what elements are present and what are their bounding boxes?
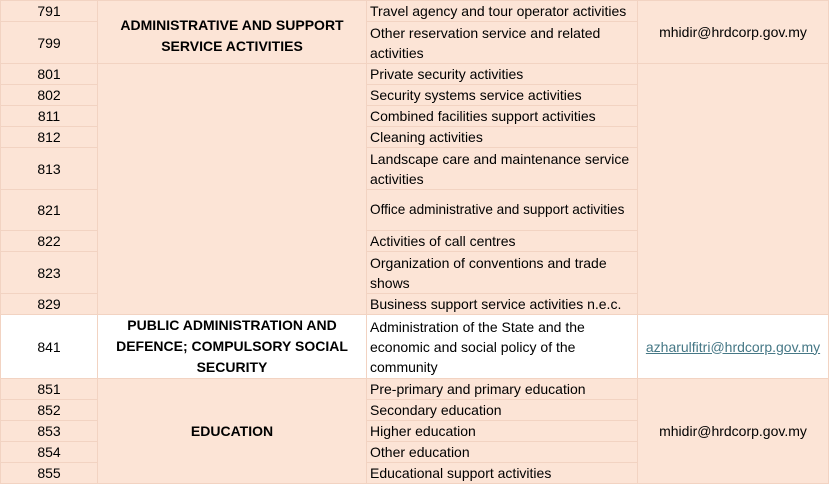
msic-code: 829 xyxy=(1,294,98,315)
activity-description: Combined facilities support activities xyxy=(367,106,638,127)
contact-email: mhidir@hrdcorp.gov.my xyxy=(638,1,829,64)
activity-description: Office administrative and support activities xyxy=(367,190,638,231)
msic-code: 791 xyxy=(1,1,98,22)
activity-description: Cleaning activities xyxy=(367,127,638,148)
activity-description: Administration of the State and the economic and social policy of the community xyxy=(367,315,638,379)
activity-description: Private security activities xyxy=(367,64,638,85)
table-row xyxy=(1,64,829,85)
sector-name: EDUCATION xyxy=(98,379,367,484)
email-empty-cell xyxy=(638,64,829,315)
sector-name: PUBLIC ADMINISTRATION AND DEFENCE; COMPULSORY SOCIAL SECURITY xyxy=(98,315,367,379)
activity-description: Educational support activities xyxy=(367,463,638,484)
msic-code: 855 xyxy=(1,463,98,484)
activity-description: Security systems service activities xyxy=(367,85,638,106)
activity-description: Organization of conventions and trade shows xyxy=(367,252,638,294)
activity-description: Travel agency and tour operator activities xyxy=(367,1,638,22)
contact-email-cell xyxy=(638,315,829,379)
msic-code: 821 xyxy=(1,190,98,231)
msic-code: 852 xyxy=(1,400,98,421)
msic-code: 854 xyxy=(1,442,98,463)
msic-code: 801 xyxy=(1,64,98,85)
msic-code: 822 xyxy=(1,231,98,252)
msic-code: 812 xyxy=(1,127,98,148)
contact-email-link[interactable]: azharulfitri@hrdcorp.gov.my xyxy=(645,338,821,355)
activity-description: Other reservation service and related activities xyxy=(367,22,638,64)
msic-code: 813 xyxy=(1,148,98,190)
activity-description: Higher education xyxy=(367,421,638,442)
contact-email: mhidir@hrdcorp.gov.my xyxy=(638,379,829,484)
activity-description: Activities of call centres xyxy=(367,231,638,252)
msic-code: 823 xyxy=(1,252,98,294)
activity-description: Secondary education xyxy=(367,400,638,421)
sector-empty-cell xyxy=(98,64,367,315)
activity-description: Other education xyxy=(367,442,638,463)
sector-name: ADMINISTRATIVE AND SUPPORT SERVICE ACTIVITIES xyxy=(98,1,367,64)
msic-code: 802 xyxy=(1,85,98,106)
msic-code: 799 xyxy=(1,22,98,64)
activity-description: Landscape care and maintenance service activities xyxy=(367,148,638,190)
msic-code: 811 xyxy=(1,106,98,127)
table-row xyxy=(1,1,829,22)
msic-code: 853 xyxy=(1,421,98,442)
activity-description: Business support service activities n.e.c. xyxy=(367,294,638,315)
msic-code: 841 xyxy=(1,315,98,379)
table-row xyxy=(1,315,829,379)
activity-description: Pre-primary and primary education xyxy=(367,379,638,400)
table-row xyxy=(1,379,829,400)
msic-code: 851 xyxy=(1,379,98,400)
